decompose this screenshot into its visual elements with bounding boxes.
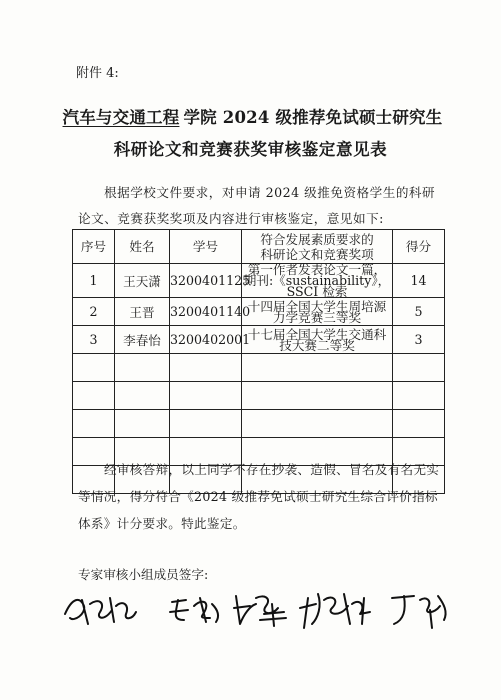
signature-4 — [300, 594, 370, 628]
cell-score: 14 — [393, 264, 445, 298]
table-row — [73, 298, 445, 326]
cell-no: 1 — [73, 264, 115, 298]
signature-2 — [170, 598, 218, 622]
cell-award: 十四届全国大学生周培源力学竞赛三等奖 — [242, 298, 393, 326]
cell-no: 2 — [73, 298, 115, 326]
signature-1 — [65, 598, 136, 624]
document-title — [0, 104, 501, 128]
cell-no: 3 — [73, 326, 115, 354]
col-header-score: 得分 — [393, 230, 445, 264]
attachment-label: 附件 4: — [76, 66, 119, 81]
handwritten-signatures — [60, 584, 480, 634]
cell-name: 王晋 — [115, 298, 170, 326]
conclusion-paragraph: 经审核答辩，以上同学不存在抄袭、造假、冒名及有名无实等情况，得分符合《2024 级推荐免试硕士研究生综合评价指标体系》计分要求。特此鉴定。 — [78, 462, 440, 531]
cell-id: 3200402001 — [170, 326, 242, 354]
col-header-award: 符合发展素质要求的科研论文和竞赛奖项 — [242, 230, 393, 264]
table-header-row — [73, 230, 445, 264]
table-row — [73, 326, 445, 354]
table-row — [73, 264, 445, 298]
document-subtitle: 科研论文和竞赛获奖审核鉴定意见表 — [113, 140, 388, 159]
cell-award: 十七届全国大学生交通科技大赛二等奖 — [242, 326, 393, 354]
signature-5 — [392, 596, 446, 628]
review-table — [72, 229, 445, 494]
cell-award: 第一作者发表论文一篇，期刊:《sustainability》，SSCI 检索 — [242, 264, 393, 298]
cell-name: 李春怡 — [115, 326, 170, 354]
table-row-empty — [73, 354, 445, 382]
title-rest: 学院 2024 级推荐免试硕士研究生 — [183, 108, 443, 127]
signature-label: 专家审核小组成员签字: — [78, 567, 209, 582]
table-row-empty — [73, 410, 445, 438]
signature-3 — [234, 596, 286, 626]
col-header-no: 序号 — [73, 230, 115, 264]
intro-paragraph: 根据学校文件要求，对申请 2024 级推免资格学生的科研论文、竞赛获奖奖项及内容进行审核鉴定，意见如下: — [78, 185, 436, 226]
cell-name: 王天潇 — [115, 264, 170, 298]
col-header-id: 学号 — [170, 230, 242, 264]
cell-score: 3 — [393, 326, 445, 354]
cell-score: 5 — [393, 298, 445, 326]
col-header-name: 姓名 — [115, 230, 170, 264]
cell-id: 3200401140 — [170, 298, 242, 326]
table-row-empty — [73, 382, 445, 410]
cell-id: 3200401125 — [170, 264, 242, 298]
college-name: 汽车与交通工程 — [62, 108, 180, 127]
